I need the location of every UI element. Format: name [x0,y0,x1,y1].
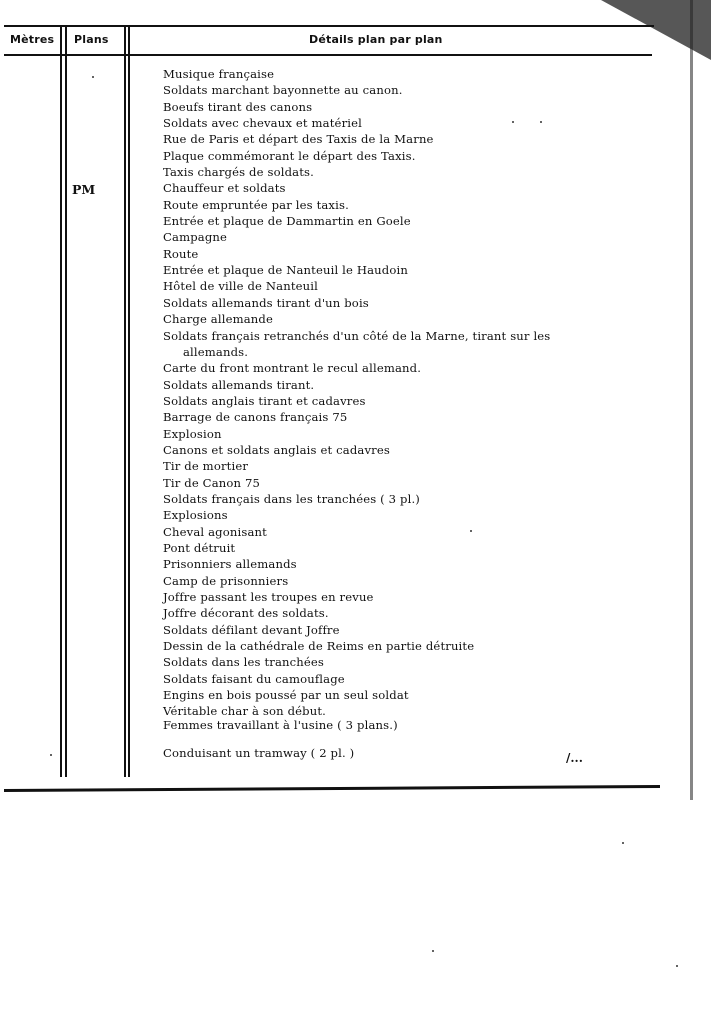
list-item: Route empruntée par les taxis. [163,197,349,212]
list-item: Soldats anglais tirant et cadavres [163,393,366,408]
header-bottom-rule [4,54,652,56]
column-rule [65,25,67,777]
column-rule [60,25,62,777]
list-item: Barrage de canons français 75 [163,410,348,425]
list-item: Engins en bois poussé par un seul soldat [163,688,409,703]
list-item: Soldats dans les tranchées [163,655,325,670]
list-item: Chauffeur et soldats [163,181,286,196]
list-item-text: Rue de Paris et départ des Taxis de la Marne [163,132,434,147]
column-header-metres: Mètres [10,33,55,46]
list-item: Prisonniers allemands [163,557,297,572]
list-item: Charge allemande [163,312,274,327]
scan-speck [540,121,542,123]
list-item: Pont détruit [163,540,236,555]
list-item: Taxis chargés de soldats. [163,165,314,180]
list-item: Joffre passant les troupes en revue [163,590,374,604]
list-item [163,328,633,361]
list-item: Soldats allemands tirant. [163,377,315,392]
shot-list [163,66,643,761]
list-item: Entrée et plaque de Dammartin en Goele [163,214,411,229]
list-item: Entrée et plaque de Nanteuil le Haudoin [163,263,408,278]
column-header-details: Détails plan par plan [309,33,443,46]
list-item-continuation: allemands. [183,344,249,359]
scan-page-edge [690,0,693,800]
list-item: Plaque commémorant le départ des Taxis. [163,148,416,163]
scan-speck [676,965,678,967]
scan-speck [50,754,52,756]
list-item: Véritable char à son début. [163,704,327,719]
list-item: Soldats avec chevaux et matériel [163,116,362,131]
list-item: Campagne [163,230,228,245]
list-item: Hôtel de ville de Nanteuil [163,279,318,294]
list-item: Canons et soldats anglais et cadavres [163,442,390,457]
list-item: Musique française [163,67,275,81]
list-item: Femmes travaillant à l'usine ( 3 plans.) [163,717,398,732]
plans-marker: PM [72,182,96,197]
table-top-rule [4,25,654,27]
table-bottom-rule [4,785,660,792]
scan-speck [512,121,514,123]
list-item: Soldats faisant du camouflage [163,671,345,686]
list-item: Cheval agonisant [163,524,267,539]
list-item: Explosions [163,508,228,523]
scan-speck [432,950,434,952]
list-item: Joffre décorant des soldats. [163,606,329,621]
list-item: Tir de Canon 75 [163,475,261,490]
list-item: Soldats français dans les tranchées ( 3 pl.) [163,491,420,506]
list-item [163,131,643,147]
column-rule [124,25,126,777]
list-item-text: Soldats français retranchés d'un côté de la Marne, tirant sur les [163,328,551,343]
continued-mark: /... [566,751,583,765]
scan-speck [470,530,472,532]
list-item: Route [163,246,199,261]
list-item: Soldats allemands tirant d'un bois [163,295,369,310]
scan-speck [622,842,624,844]
list-item: Conduisant un tramway ( 2 pl. ) [163,745,355,760]
list-item: Boeufs tirant des canons [163,99,313,114]
list-item: Explosion [163,426,222,441]
list-item: Tir de mortier [163,459,249,474]
list-item: Dessin de la cathédrale de Reims en partie détruite [163,639,475,654]
list-item: Soldats défilant devant Joffre [163,622,340,637]
column-rule [128,25,130,777]
list-item: Soldats marchant bayonnette au canon. [163,83,403,98]
scan-speck [92,76,94,78]
list-item: Camp de prisonniers [163,573,289,588]
column-header-plans: Plans [74,33,109,46]
list-item: Carte du front montrant le recul allemand. [163,361,422,376]
